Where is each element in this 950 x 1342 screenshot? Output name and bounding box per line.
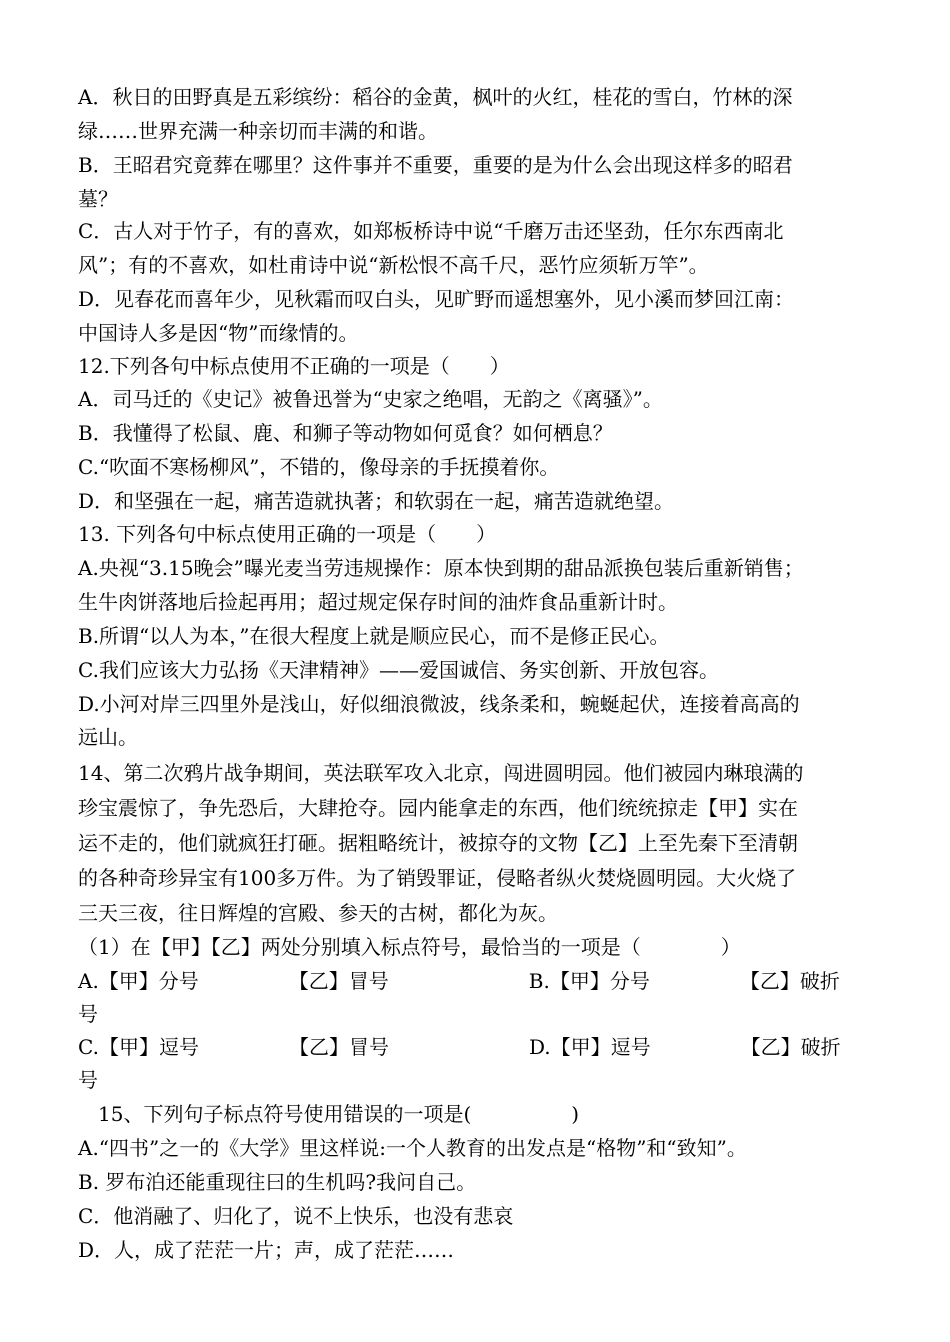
question-15-stem: 15、下列句子标点符号使用错误的一项是( ) — [78, 1102, 580, 1126]
question-14-passage-line-2: 珍宝震惊了，争先恐后，大肆抢夺。园内能拿走的东西，他们统统掠走【甲】实在 — [78, 796, 798, 820]
question-14-part-1-stem: （1）在【甲】【乙】两处分别填入标点符号，最恰当的一项是（ ） — [78, 935, 741, 959]
option-11c-line-2: 风”；有的不喜欢，如杜甫诗中说“新松恨不高千尺，恶竹应须斩万竿”。 — [78, 253, 709, 277]
option-15c: C．他消融了、归化了，说不上快乐，也没有悲哀 — [78, 1204, 514, 1228]
option-13a-line-2: 生牛肉饼落地后捡起再用；超过规定保存时间的油炸食品重新计时。 — [78, 590, 678, 614]
options-14-cd-line-1: C.【甲】逗号 【乙】冒号 D.【甲】逗号 【乙】破折 — [78, 1035, 841, 1059]
options-14-cd-line-2: 号 — [78, 1068, 98, 1092]
question-12-stem: 12.下列各句中标点使用不正确的一项是（ ） — [78, 354, 510, 378]
option-11b-line-1: B．王昭君究竟葬在哪里？这件事并不重要，重要的是为什么会出现这样多的昭君 — [78, 153, 793, 177]
question-14-passage-line-5: 三天三夜，往日辉煌的宫殿、参天的古树，都化为灰。 — [78, 901, 558, 925]
question-13-stem: 13. 下列各句中标点使用正确的一项是（ ） — [78, 522, 497, 546]
option-12d: D．和坚强在一起，痛苦造就执著；和软弱在一起，痛苦造就绝望。 — [78, 489, 675, 513]
option-11c-line-1: C．古人对于竹子，有的喜欢，如郑板桥诗中说“千磨万击还坚劲，任尔东西南北 — [78, 219, 784, 243]
options-14-ab-line-1: A.【甲】分号 【乙】冒号 B.【甲】分号 【乙】破折 — [78, 969, 840, 993]
option-11d-line-2: 中国诗人多是因“物”而缘情的。 — [78, 321, 359, 345]
option-13d-line-2: 远山。 — [78, 725, 138, 749]
option-13a-line-1: A.央视“3.15晚会”曝光麦当劳违规操作：原本快到期的甜品派换包装后重新销售； — [78, 556, 804, 580]
option-15b: B. 罗布泊还能重现往曰的生机吗?我问自己。 — [78, 1170, 477, 1194]
option-15a: A.“四书”之一的《大学》里这样说:一个人教育的出发点是“格物”和“致知”。 — [78, 1136, 747, 1160]
option-11b-line-2: 墓？ — [78, 187, 118, 211]
option-11a-line-2: 绿……世界充满一种亲切而丰满的和谐。 — [78, 119, 438, 143]
question-14-passage-line-4: 的各种奇珍异宝有100多万件。为了销毁罪证，侵略者纵火焚烧圆明园。大火烧了 — [78, 866, 797, 890]
option-13c: C.我们应该大力弘扬《天津精神》——爱国诚信、务实创新、开放包容。 — [78, 658, 719, 682]
question-14-passage-line-3: 运不走的，他们就疯狂打砸。据粗略统计，被掠夺的文物【乙】上至先秦下至清朝 — [78, 831, 798, 855]
option-12a: A．司马迁的《史记》被鲁迅誉为“史家之绝唱，无韵之《离骚》”。 — [78, 387, 663, 411]
option-13b: B.所谓“以人为本，”在很大程度上就是顺应民心，而不是修正民心。 — [78, 624, 670, 648]
options-14-ab-line-2: 号 — [78, 1002, 98, 1026]
option-15d: D．人，成了茫茫一片；声，成了茫茫…… — [78, 1238, 455, 1262]
option-12c: C.“吹面不寒杨柳风”，不错的，像母亲的手抚摸着你。 — [78, 455, 560, 479]
option-12b: B．我懂得了松鼠、鹿、和狮子等动物如何觅食？如何栖息？ — [78, 421, 613, 445]
question-14-passage-line-1: 14、第二次鸦片战争期间，英法联军攻入北京，闯进圆明园。他们被园内琳琅满的 — [78, 761, 804, 785]
option-11a-line-1: A．秋日的田野真是五彩缤纷：稻谷的金黄，枫叶的火红，桂花的雪白，竹林的深 — [78, 85, 793, 109]
option-13d-line-1: D.小河对岸三四里外是浅山，好似细浪微波，线条柔和，蜿蜒起伏，连接着高高的 — [78, 692, 800, 716]
option-11d-line-1: D．见春花而喜年少，见秋霜而叹白头，见旷野而遥想塞外，见小溪而梦回江南： — [78, 287, 795, 311]
